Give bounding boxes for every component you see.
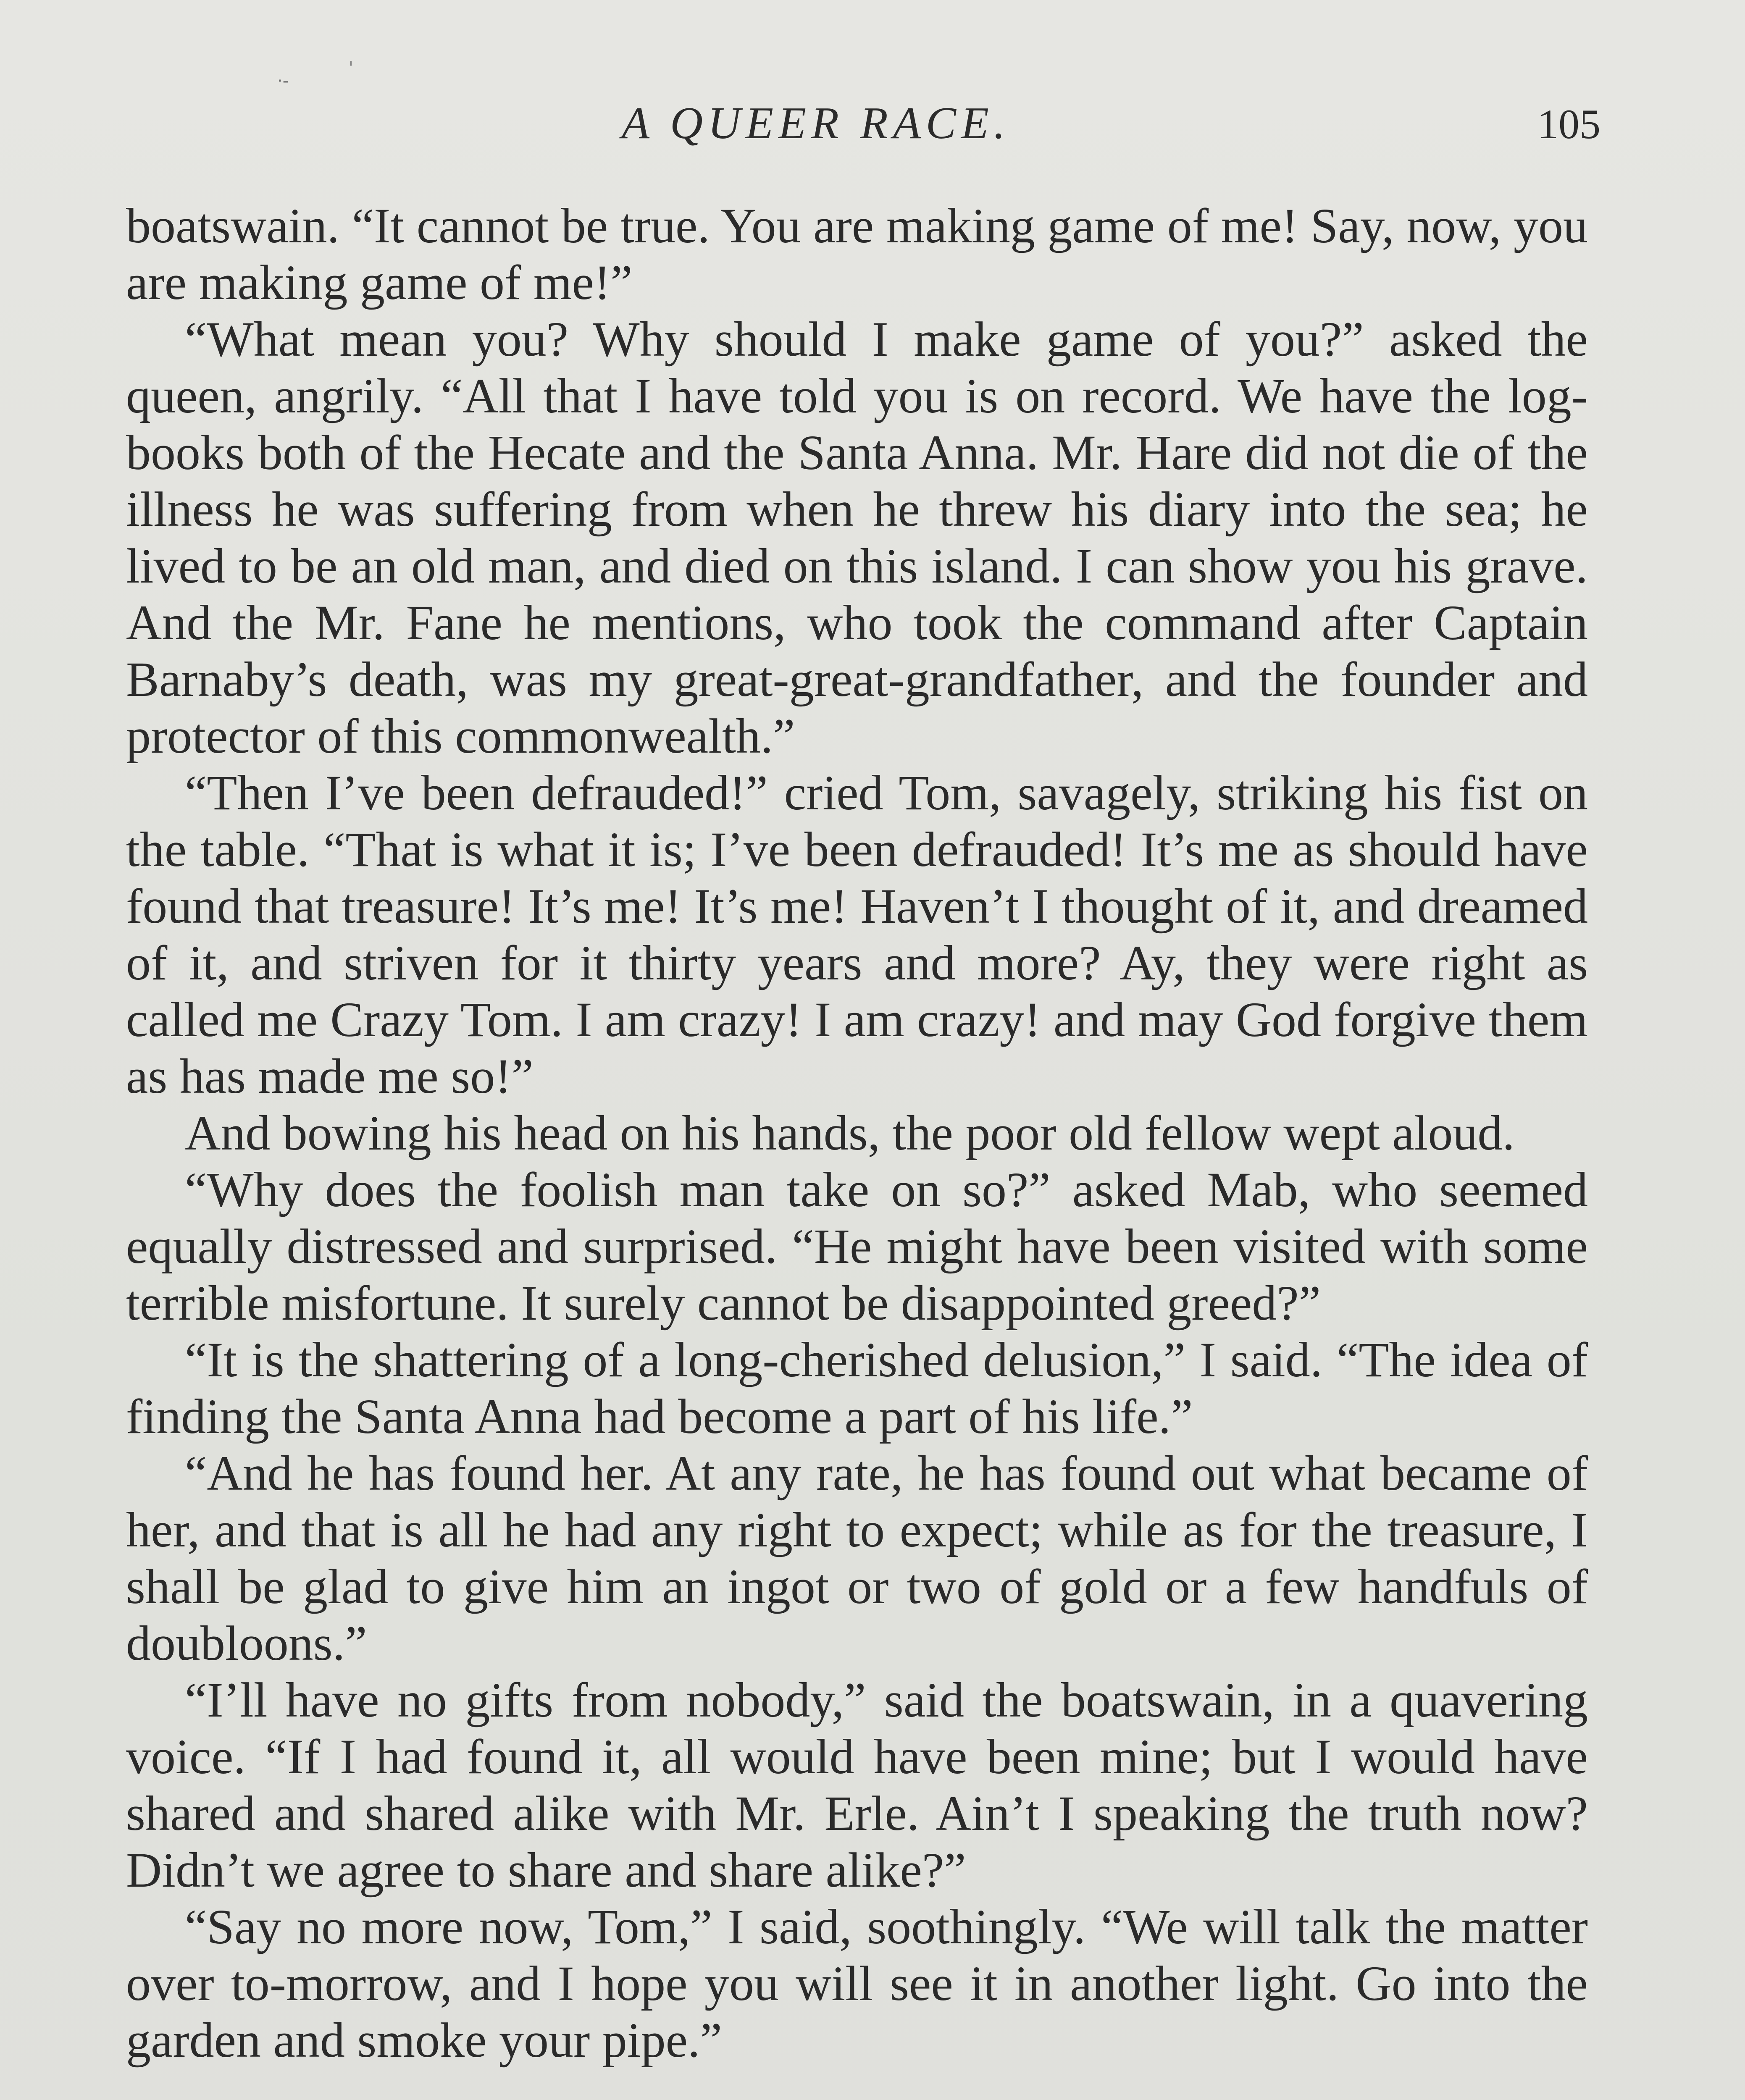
running-title: A QUEER RACE. [622,98,1010,148]
paragraph: “It is the shattering of a long-cherished delusion,” I said. “The idea of finding the Santa Anna had become a part of his life.” [126,1332,1588,1444]
ink-speck: ˈ [349,59,353,78]
paragraph: boatswain. “It cannot be true. You are making game of me! Say, now, you are making game of me!” [126,198,1588,310]
page-number: 105 [1537,101,1600,147]
paragraph: “Say no more now, Tom,” I said, soothingly. “We will talk the matter over to-morrow, and I hope you will see it in another light. Go into the garden and smoke your pipe.” [126,1899,1588,2068]
paragraph: “And he has found her. At any rate, he has found out what became of her, and that is all he had any right to expect; while as for the treasure, I shall be glad to give him an ingot or two of gold or a few handfuls of doubloons.” [126,1446,1588,1671]
paragraph: “Why does the foolish man take on so?” asked Mab, who seemed equally distressed and surprised. “He might have been visited with some terrible misfortune. It surely cannot be disappointed greed?” [126,1162,1588,1331]
page-header [139,97,1600,160]
paragraph: “I’ll have no gifts from nobody,” said the boatswain, in a quavering voice. “If I had found it, all would have been mine; but I would have shared and shared alike with Mr. Erle. Ain’t I speaking the truth now? Didn’t we agree to share and share alike?” [126,1672,1588,1898]
paragraph: And bowing his head on his hands, the poor old fellow wept aloud. [185,1105,1515,1160]
paragraph: “Then I’ve been defrauded!” cried Tom, savagely, striking his fist on the table. “That is what it is; I’ve been defrauded! It’s me as should have found that treasure! It’s me! It’s me! Haven’t I thought of it, and dreamed of it, and striven for it thirty years and more? Ay, they were right as called me Crazy Tom. I am crazy! I am crazy! and may God forgive them as has made me so!” [126,765,1588,1104]
ink-speck: ·‑ [277,71,289,91]
paragraph: “What mean you? Why should I make game of you?” asked the queen, angrily. “All that I have told you is on record. We have the log-books both of the Hecate and the Santa Anna. Mr. Hare did not die of the illness he was suffering from when he threw his diary into the sea; he lived to be an old man, and died on this island. I can show you his grave. And the Mr. Fane he mentions, who took the command after Captain Barnaby’s death, was my great-great-grandfather, and the founder and protector of this commonwealth.” [126,312,1588,764]
body-text [126,197,1588,2068]
